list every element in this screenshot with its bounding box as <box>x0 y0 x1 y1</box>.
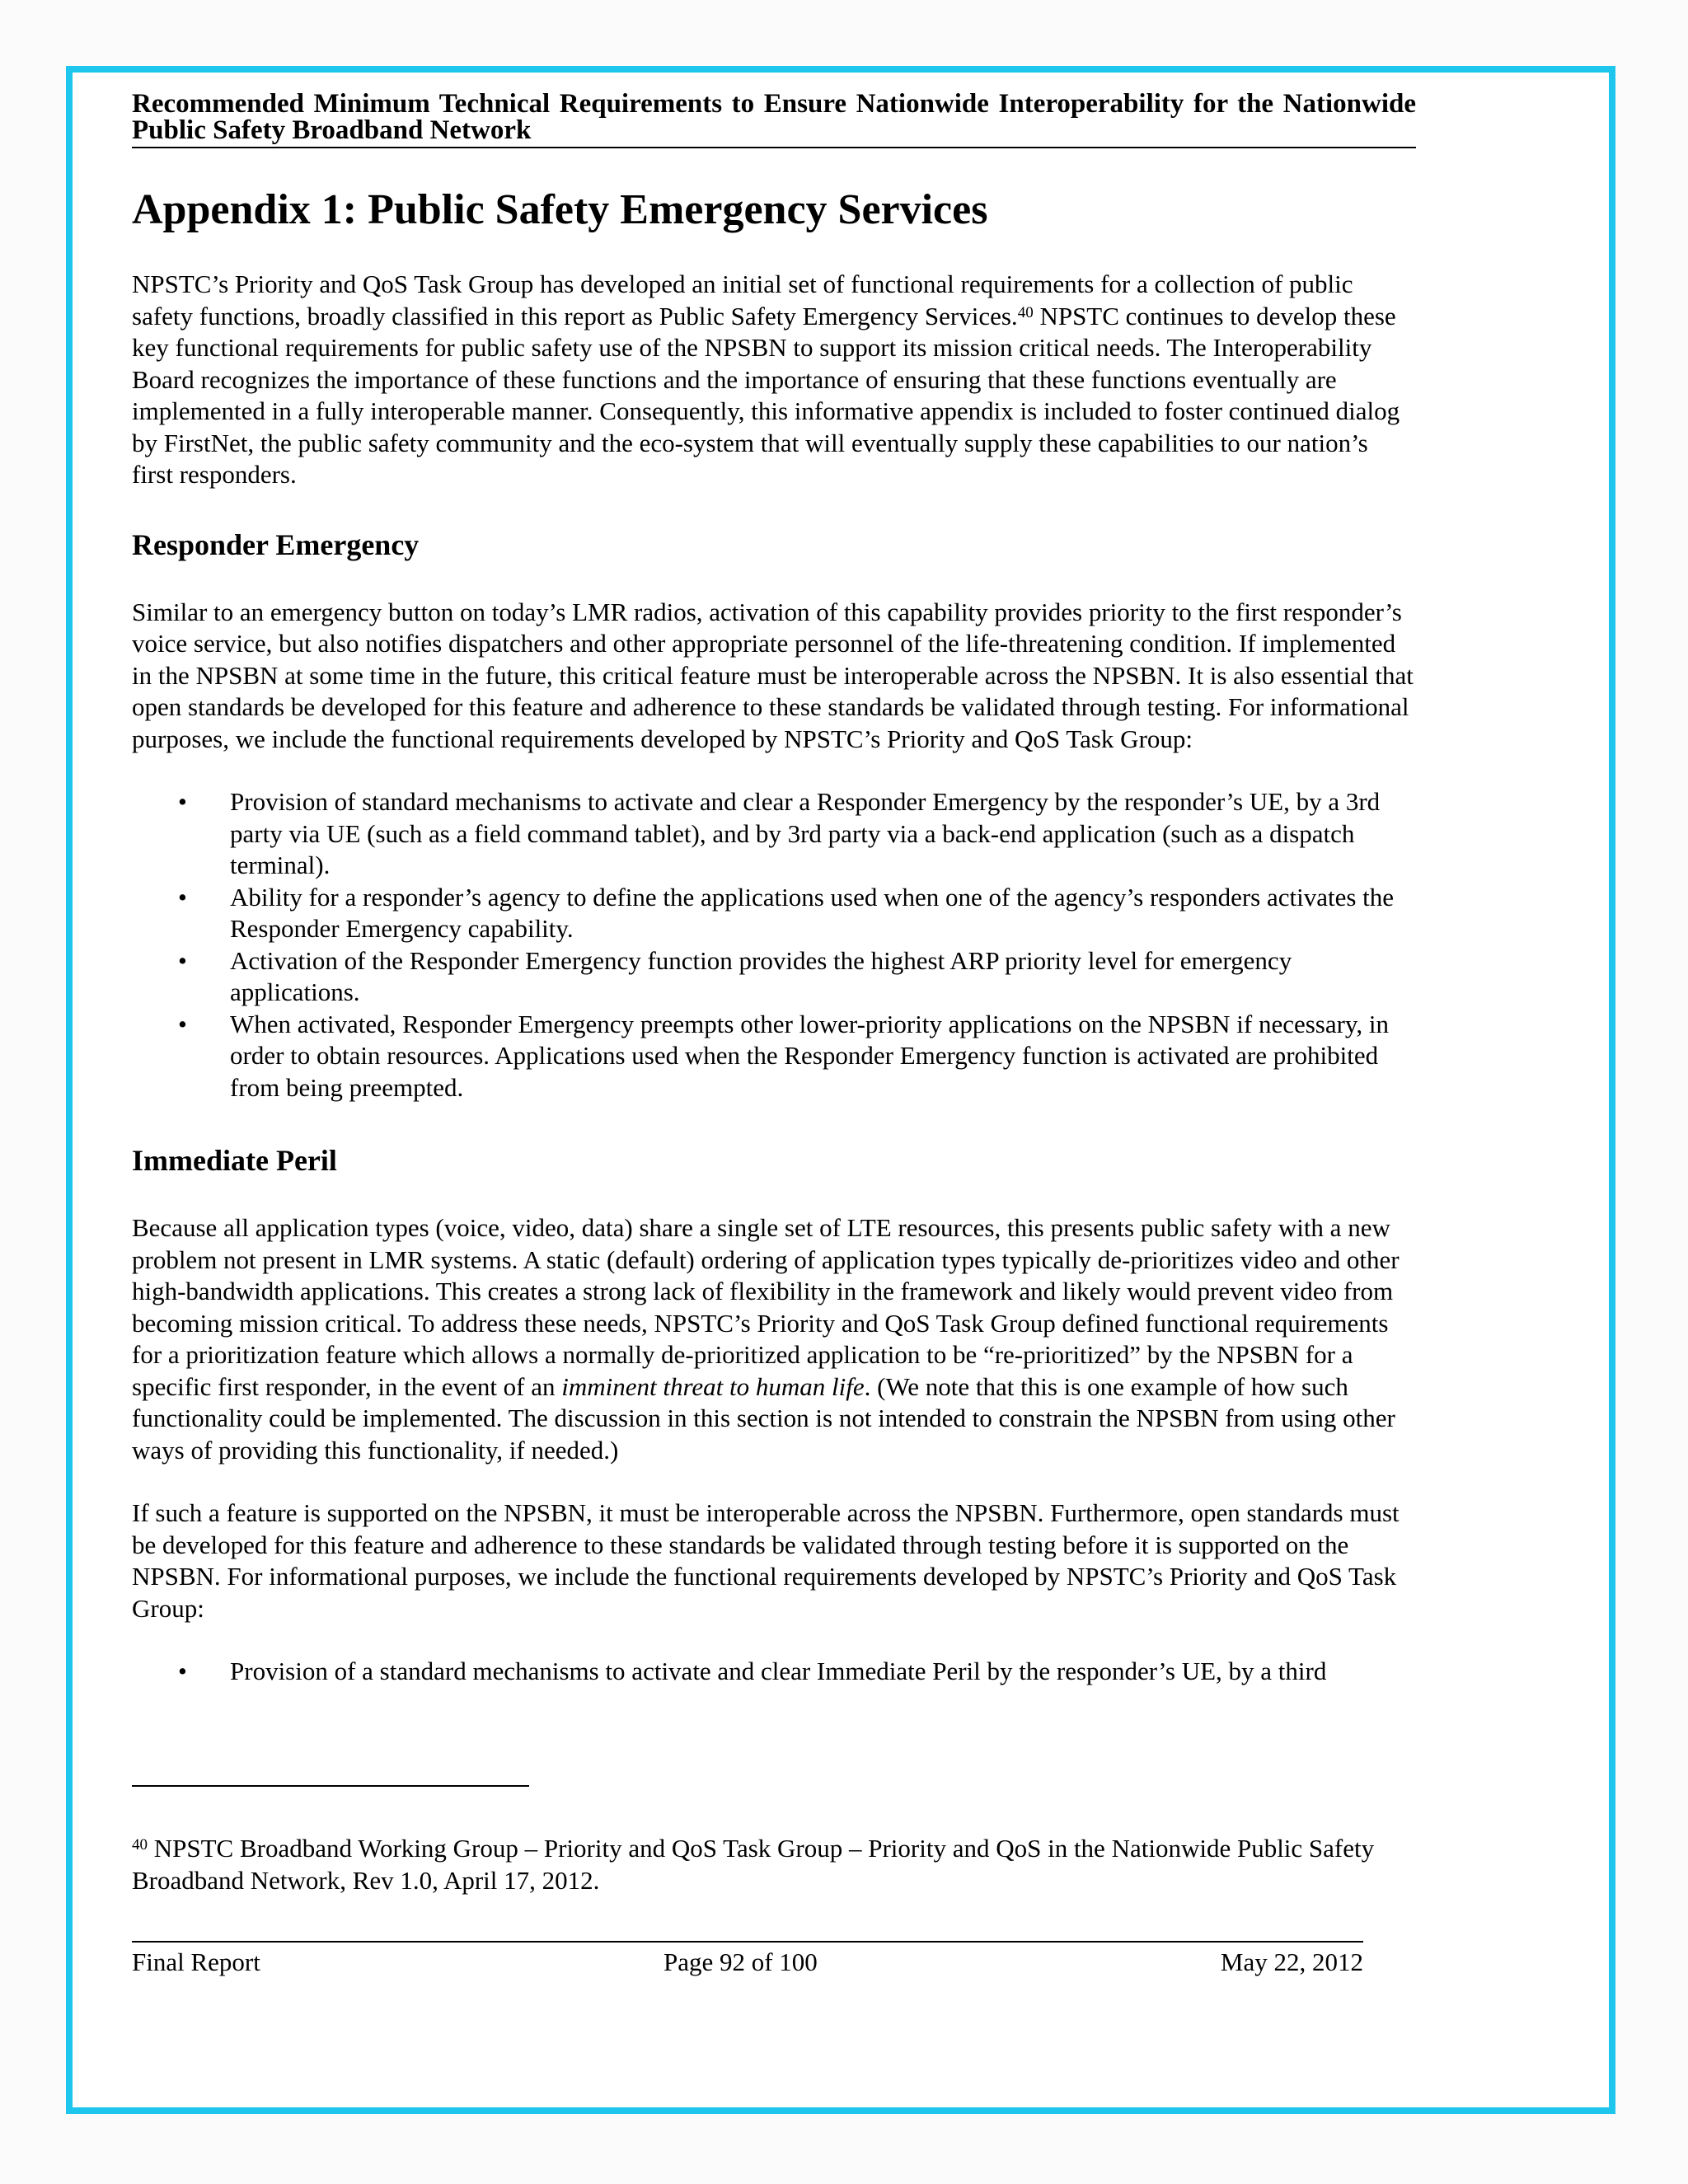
footer-report-label: Final Report <box>132 1947 260 1976</box>
list-item <box>132 945 1414 1009</box>
list-item-text: When activated, Responder Emergency preempts other lower-priority applications on the NPSBN if necessary, in order to obtain resources. Applications used when the Responder Emergency function is activated are prohibited from being preempted. <box>230 1009 1390 1102</box>
bullet-icon: • <box>178 1657 187 1685</box>
footnote-text: NPSTC Broadband Working Group – Priority and QoS Task Group – Priority and QoS in the Nationwide Public Safety Broadband Network, Rev 1.0, April 17, 2012. <box>132 1834 1375 1895</box>
running-header: Recommended Minimum Technical Requirements to Ensure Nationwide Interoperability for the Nationwide Public Safety Broadband Network <box>132 91 1416 148</box>
appendix-title: Appendix 1: Public Safety Emergency Services <box>132 186 988 233</box>
bullet-icon: • <box>178 1009 187 1038</box>
list-item <box>132 882 1414 945</box>
bullet-icon: • <box>178 945 187 975</box>
footnote-reference: 40 <box>1017 303 1034 321</box>
peril-emphasis: imminent threat to human life <box>561 1371 865 1401</box>
footnote-separator <box>132 1785 529 1787</box>
immediate-peril-heading: Immediate Peril <box>132 1144 337 1177</box>
list-item <box>132 1009 1414 1104</box>
bullet-icon: • <box>178 787 187 816</box>
list-item-text: Ability for a responder’s agency to define the applications used when one of the agency’s responders activates the Responder Emergency capability. <box>230 882 1395 943</box>
intro-text: NPSTC’s Priority and QoS Task Group has developed an initial set of functional requirements for a collection of public safety functions, broadly classified in this report as Public Safety Emergency Services. <box>132 269 1353 330</box>
responder-emergency-paragraph: Similar to an emergency button on today’s LMR radios, activation of this capability provides priority to the first responder’s voice service, but also notifies dispatchers and other appropriate personnel of the life-threatening condition. If implemented in the NPSBN at some time in the future, this critical feature must be interoperable across the NPSBN. It is also essential that open standards be developed for this feature and adherence to these standards be validated through testing. For informational purposes, we include the functional requirements developed by NPSTC’s Priority and QoS Task Group: <box>132 597 1414 753</box>
bullet-icon: • <box>178 882 187 912</box>
page-content <box>132 91 1484 1688</box>
list-item-text: Activation of the Responder Emergency function provides the highest ARP priority level for emergency applications. <box>230 945 1292 1006</box>
list-item <box>132 786 1414 882</box>
page-footer <box>132 1941 1363 1977</box>
peril-text-continued: . (We note that this is one example of how such functionality could be implemented. The discussion in this section is not intended to constrain the NPSBN from using other ways of providing this functionality, if needed.) <box>132 1371 1395 1465</box>
footnote-number: 40 <box>132 1836 148 1854</box>
responder-emergency-requirements-list <box>132 786 1414 1104</box>
intro-paragraph <box>132 269 1414 491</box>
list-item-text: Provision of standard mechanisms to activate and clear a Responder Emergency by the responder’s UE, by a 3rd party via UE (such as a field command tablet), and by 3rd party via a back-end application (such as a dispatch terminal). <box>230 787 1381 879</box>
footer-date: May 22, 2012 <box>1220 1947 1363 1976</box>
immediate-peril-paragraph-1 <box>132 1212 1414 1466</box>
immediate-peril-requirements-list <box>132 1656 1414 1688</box>
intro-text-continued: NPSTC continues to develop these key functional requirements for public safety use of the NPSBN to support its mission critical needs. The Interoperability Board recognizes the importance of these functions and the importance of ensuring that these functions eventually are implemented in a fully interoperable manner. Consequently, this informative appendix is included to foster continued dialog by FirstNet, the public safety community and the eco-system that will eventually supply these capabilities to our nation’s first responders. <box>132 301 1400 489</box>
page-number: Page 92 of 100 <box>663 1947 818 1976</box>
responder-emergency-heading: Responder Emergency <box>132 527 420 561</box>
immediate-peril-paragraph-2: If such a feature is supported on the NPSBN, it must be interoperable across the NPSBN. Furthermore, open standards must be developed for this feature and adherence to these standards be validated through testing before it is supported on the NPSBN. For informational purposes, we include the functional requirements developed by NPSTC’s Priority and QoS Task Group: <box>132 1498 1400 1623</box>
list-item-text: Provision of a standard mechanisms to activate and clear Immediate Peril by the responder’s UE, by a third <box>230 1657 1327 1685</box>
footnote <box>132 1833 1414 1896</box>
peril-text: Because all application types (voice, video, data) share a single set of LTE resources, this presents public safety with a new problem not present in LMR systems. A static (default) ordering of application types typically de-prioritizes video and other high-bandwidth applications. This creates a strong lack of flexibility in the framework and likely would prevent video from becoming mission critical. To address these needs, NPSTC’s Priority and QoS Task Group defined functional requirements for a prioritization feature which allows a normally de-prioritized application to be “re-prioritized” by the NPSBN for a specific first responder, in the event of an <box>132 1213 1400 1401</box>
list-item <box>132 1656 1414 1688</box>
